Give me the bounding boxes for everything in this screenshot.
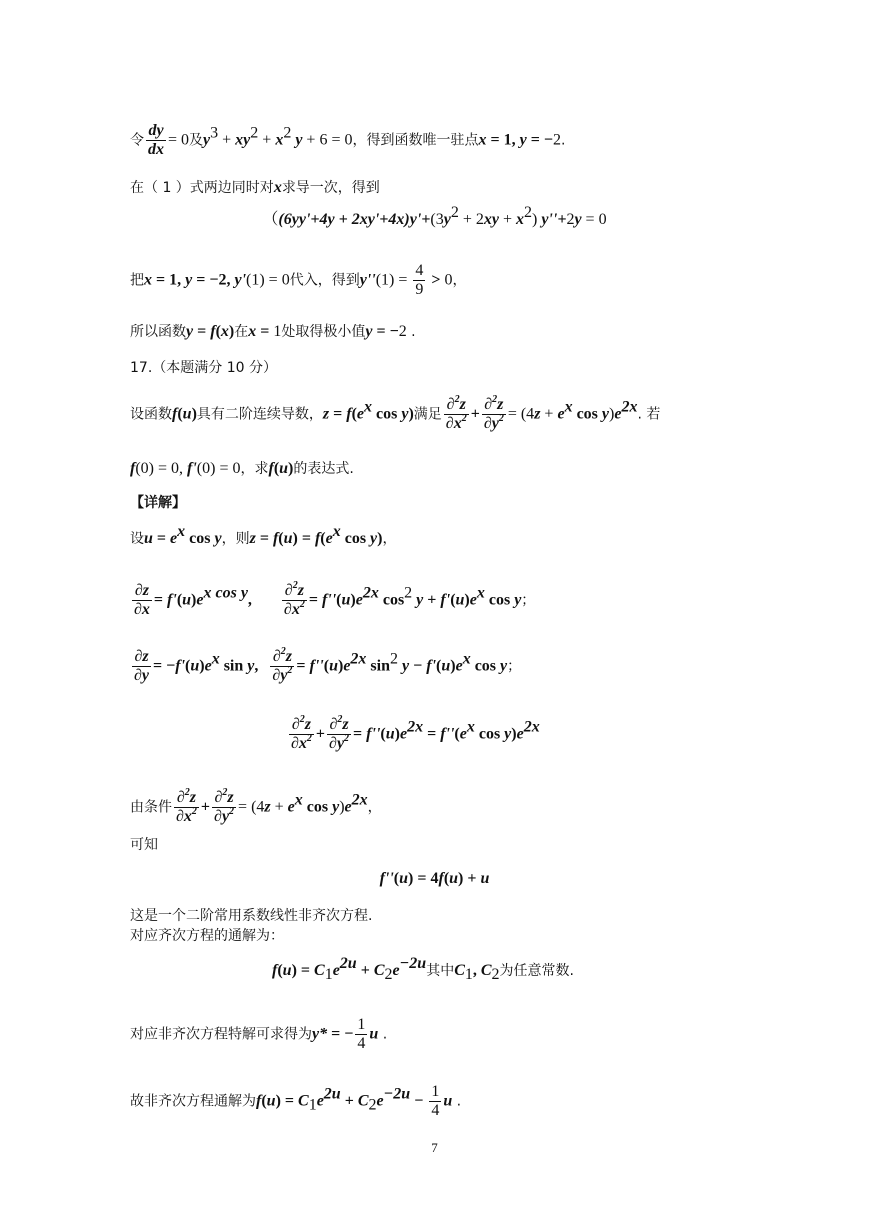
ode-description [130,905,372,926]
has-cont-text: 具有二阶连续导数， [196,406,323,423]
differentiate-text: 在（ 1 ）式两边同时对 [130,180,274,196]
comma-2: ， [382,531,397,547]
then-text: ，则 [221,531,250,547]
semicolon-1: ； [521,592,536,609]
detail-label: 【详解】 [130,495,186,511]
substitute-text: 把 [130,272,144,289]
at-text: 在 [234,324,249,340]
condition-line: 由条件 $\frac{\partial^2z}{\partial x^2}$ + $\frac{\partial^2z}{\partial y^2}$ = ($4z + e^x$ $\cos y)e^{2x}$， [130,787,382,825]
minimum-line: 所以函数y = f(x)在x = 1处取得极小值y = −2 . [130,323,416,340]
substitute-line: 把x = 1, y = −2, y'(1) = 0代入，得到y''(1) = $\frac{4}{9}$ > 0， [130,262,467,298]
general-solution: 故非齐次方程通解为$f(u) = C_1e^{2u} + C_2e^{-2u}$ − $\frac{1}{4}$ u . [130,1083,462,1119]
comma-3: ， [367,799,382,816]
know-line [130,834,158,855]
takes-min-text: 处取得极小值 [281,324,366,340]
ling-label: 令 [130,132,144,149]
particular-text: 对应非齐次方程特解可求得为 [130,1026,312,1043]
differentiate-line [130,177,380,198]
particular-solution: 对应非齐次方程特解可求得为y* = − $\frac{1}{4}$ u . [130,1016,388,1052]
semicolon-2: ； [507,658,522,675]
second-derivative-equation: （$(6yy'+4y + 2xy'+4x)y'+(3y^2 + 2xy + x^2)$ y''+2y = 0 [262,204,607,228]
find-expr-text: ，求 [240,461,269,477]
stationary-text: ，得到函数唯一驻点 [352,132,479,149]
ruo-text: . 若 [637,406,661,423]
know-text: 可知 [130,837,158,853]
and-label: 及 [189,132,204,149]
x-variable: x [273,179,282,196]
problem-statement-line2: f(0) = 0, f'(0) = 0，求f(u)的表达式. [130,460,354,477]
by-condition-text: 由条件 [130,799,172,816]
let-text: 设 [130,531,144,547]
ode-equation: f''(u) = 4f(u) + u [379,870,490,887]
problem-statement-line1: 设函数f(u)具有二阶连续导数，$z = f(e^x$ cos y)满足 $\frac{\partial^2z}{\partial x^2}$ + $\frac{\partial^2z}{\partial y^2}$ = ($4z + e^x$ $\cos y)e^{2x}$. 若 [130,394,661,432]
ode-desc-text: 这是一个二阶常用系数线性非齐次方程. [130,908,373,924]
period: . [560,132,566,149]
laplacian-line: $\frac{\partial^2z}{\partial x^2}$ + $\frac{\partial^2z}{\partial y^2}$ = $f''(u)e^{2x} = f''(e^x$ $\cos y)e^{2x}$ [291,714,540,752]
dy-dx-fraction: $\frac{dy}{dx}$ [148,122,164,158]
partial-x-line: $\frac{\partial z}{\partial x}$ = $f'(u)e^{x cos y}$, $\frac{\partial^2z}{\partial x^2}$ = $f''(u)e^{2x}$ $\cos^2 y + f'(u)e^x$ cos y； [134,580,536,618]
homog-solution: $f(u) = C_1e^{2u} + C_2e^{-2u}$其中$C_1$, $C_2$为任意常数. [272,955,574,983]
substitute-tail: 代入，得到 [289,272,360,289]
comma: ， [452,272,467,289]
stationary-point-line: 令 $\frac{dy}{dx}$ = 0及$y^3 + xy^2 + x^2$ y + 6 = 0，得到函数唯一驻点x = 1, y = −2. [130,122,566,158]
general-text: 故非齐次方程通解为 [130,1093,256,1110]
satisfies-text: 满足 [413,406,442,423]
partial-y-line: $\frac{\partial z}{\partial y}$ = $-f'(u)e^x$ sin y, $\frac{\partial^2z}{\partial y^2}$ = $f''(u)e^{2x}$ $\sin^2 y - f'(u)e^x$ cos y； [134,646,522,684]
page-number: 7 [431,1140,438,1155]
four-ninths-fraction: $\frac{4}{9}$ [415,262,424,298]
problem-17-header: 17.（本题满分 10 分） [130,360,277,376]
expr-tail-text: 的表达式. [293,461,354,477]
detail-heading [130,492,186,513]
set-function-text: 设函数 [130,406,172,423]
differentiate-tail: 求导一次，得到 [281,180,380,196]
so-function-text: 所以函数 [130,324,186,340]
where-text: 其中 [426,963,455,979]
problem-header [130,357,277,378]
arbitrary-text: 为任意常数. [499,963,574,979]
homog-desc-text: 对应齐次方程的通解为： [130,928,284,944]
substitution-line: 设$u = e^x$ cos y，则$z = f(u) = f(e^x$ cos y)， [130,523,397,547]
homog-description [130,925,284,946]
